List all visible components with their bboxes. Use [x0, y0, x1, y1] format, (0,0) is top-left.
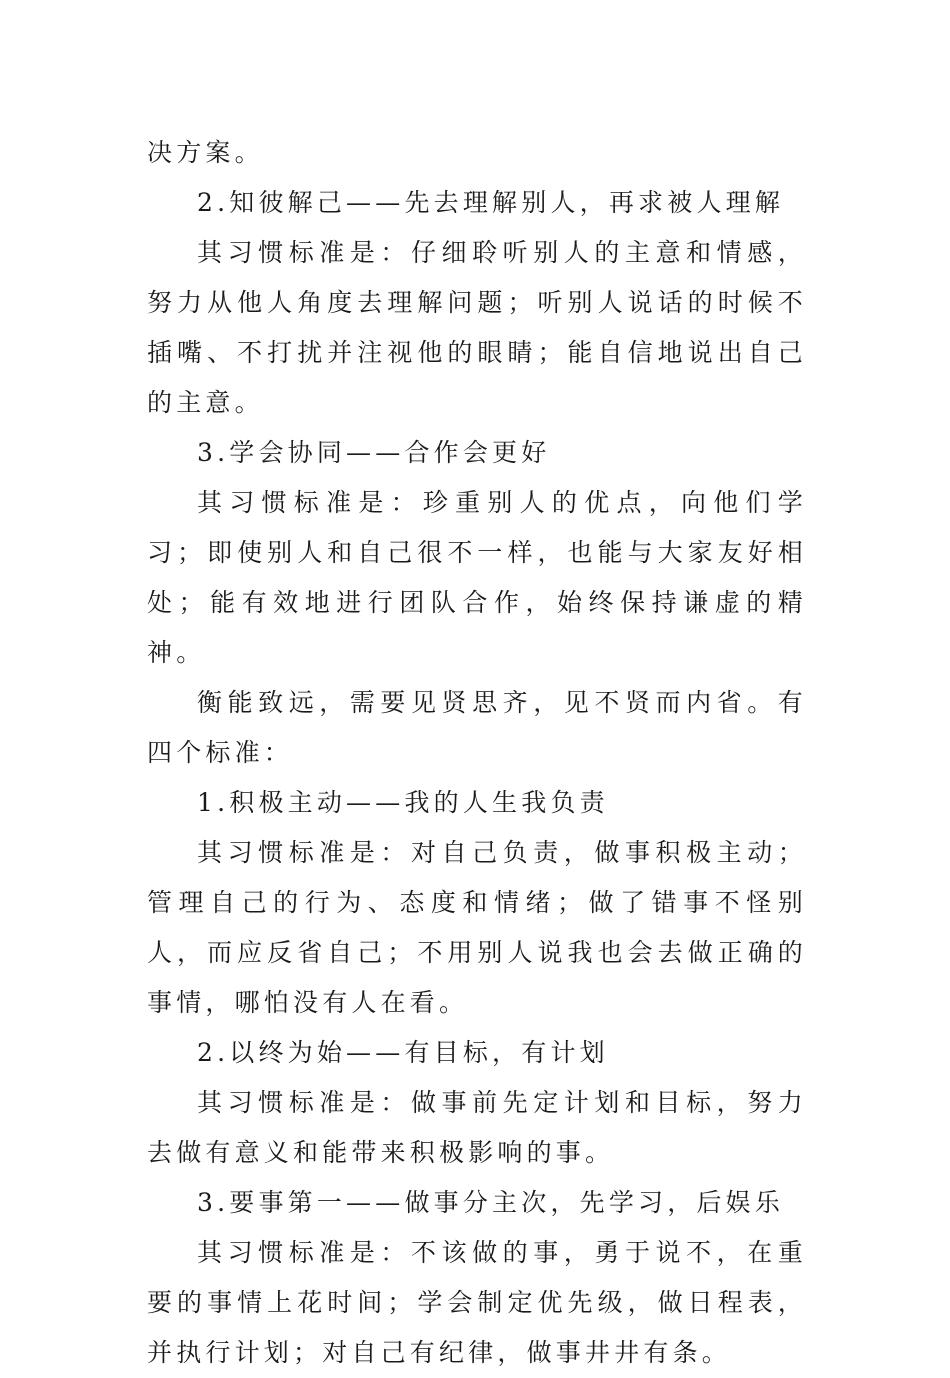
heading-synergize: 3.学会协同——合作会更好	[197, 438, 551, 467]
paragraph-synergize-standard: 其习惯标准是：珍重别人的优点，向他们学习；即使别人和自己很不一样，也能与大家友好相处；能有效地进行团队合作，始终保持谦虚的精神。	[147, 488, 807, 667]
heading-know-others: 2.知彼解己——先去理解别人，再求被人理解	[197, 188, 785, 217]
paragraph-four-standards-intro: 衡能致远，需要见贤思齐，见不贤而内省。有四个标准：	[147, 688, 807, 767]
paragraph-proactive-standard: 其习惯标准是：对自己负责，做事积极主动；管理自己的行为、态度和情绪；做了错事不怪别人，而应反省自己；不用别人说我也会去做正确的事情，哪怕没有人在看。	[147, 838, 807, 1017]
document-body	[147, 128, 807, 1378]
paragraph-first-things-first-standard: 其习惯标准是：不该做的事，勇于说不，在重要的事情上花时间；学会制定优先级，做日程表，并执行计划；对自己有纪律，做事井井有条。	[147, 1238, 807, 1367]
heading-proactive: 1.积极主动——我的人生我负责	[197, 788, 609, 817]
paragraph-begin-with-end-standard: 其习惯标准是：做事前先定计划和目标，努力去做有意义和能带来积极影响的事。	[147, 1088, 807, 1167]
heading-first-things-first: 3.要事第一——做事分主次，先学习，后娱乐	[197, 1188, 785, 1217]
paragraph-know-others-standard: 其习惯标准是：仔细聆听别人的主意和情感，努力从他人角度去理解问题；听别人说话的时候不插嘴、不打扰并注视他的眼睛；能自信地说出自己的主意。	[147, 238, 807, 417]
heading-begin-with-end: 2.以终为始——有目标，有计划	[197, 1038, 609, 1067]
paragraph-continuation: 决方案。	[147, 138, 264, 167]
